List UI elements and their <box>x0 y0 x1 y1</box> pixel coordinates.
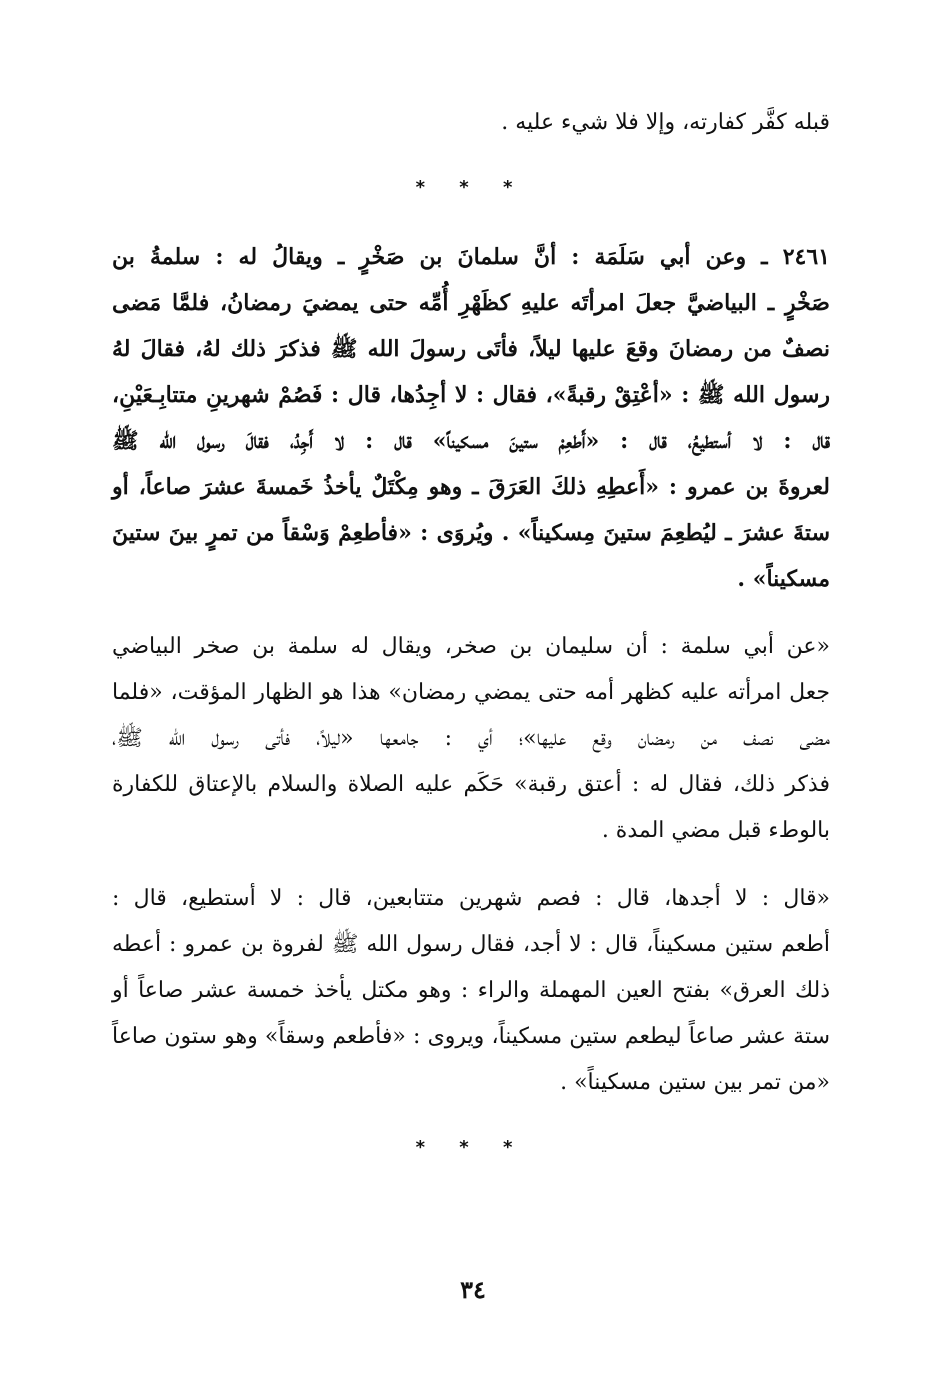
commentary-paragraph-2 <box>112 876 830 1106</box>
text-line: نصفٌ من رمضانَ وقعَ عليها ليلاً، فأتَى رسولَ الله ﷺ فذكرَ ذلك لهُ، فقالَ لهُ <box>112 336 830 362</box>
text-line: قبله كفَّر كفارته، وإلا فلا شيء عليه . <box>501 110 830 135</box>
text-line: ستةَ عشرَ ـ ليُطعِمَ ستينَ مِسكيناً» . ويُروَى : «فأطعِمْ وَسْقاً من تمرٍ بينَ ستينَ <box>112 520 830 546</box>
text-line: مسكيناً» . <box>737 566 830 592</box>
intro-paragraph <box>112 100 830 146</box>
section-separator: * * * <box>415 1137 527 1158</box>
page-number: ٣٤ <box>460 1275 486 1304</box>
text-line: فذكر ذلك، فقال له : أعتق رقبة» حَكَم عليه الصلاة والسلام بالإعتاق للكفارة <box>112 772 830 797</box>
text-line: قال : لا أستطيعُ، قال : «أَطعِمْ ستينَ مسكيناً» قال : لا أَجِدُ، فقالَ رسول الله ﷺ <box>112 428 830 454</box>
text-line: أطعم ستين مسكيناً، قال : لا أجد، فقال رسول الله ﷺ لفروة بن عمرو : أعطه <box>112 932 830 957</box>
hadith-paragraph <box>112 234 830 602</box>
text-line: رسول الله ﷺ : «أعْتِقْ رقبةً»، فقال : لا أجِدُها، قال : فَصُمْ شهرينِ متتابِـعَيْنِ، <box>112 382 830 408</box>
text-line: صَخْرٍ ـ البياضيَّ جعلَ امرأتَه عليهِ كظَهْرِ أُمِّه حتى يمضيَ رمضانُ، فلمَّا مَضى <box>112 290 830 316</box>
text-line: «من تمر بين ستين مسكيناً» . <box>560 1070 830 1095</box>
page-body <box>112 100 830 1168</box>
section-separator: * * * <box>415 177 527 198</box>
text-line: لعروةَ بن عمرو : «أَعطِهِ ذلكَ العَرَقَ ـ وهو مِكْتَلٌ يأخذُ خَمسةَ عشرَ صاعاً، أو <box>112 474 830 500</box>
text-line: ٢٤٦١ ـ وعن أبي سَلَمَة : أنَّ سلمانَ بن صَخْرٍ ـ ويقالُ له : سلمةُ بن <box>112 244 830 270</box>
text-line: «قال : لا أجدها، قال : فصم شهرين متتابعين، قال : لا أستطيع، قال : <box>112 886 830 911</box>
text-line: جعل امرأته عليه كظهر أمه حتى يمضي رمضان» هذا هو الظهار المؤقت، «فلما <box>112 680 830 705</box>
text-line: ذلك العرق» بفتح العين المهملة والراء : وهو مكتل يأخذ خمسة عشر صاعاً أو <box>112 978 830 1003</box>
text-line: ستة عشر صاعاً ليطعم ستين مسكيناً، ويروى : «فأطعم وسقاً» وهو ستون صاعاً <box>112 1024 830 1049</box>
text-line: مضى نصف من رمضان وقع عليها»؛ أي : جامعها «ليلاً، فأتى رسول الله ﷺ، <box>112 726 830 751</box>
text-line: بالوطء قبل مضي المدة . <box>601 818 830 843</box>
commentary-paragraph-1 <box>112 624 830 854</box>
text-line: «عن أبي سلمة : أن سليمان بن صخر، ويقال له سلمة بن صخر البياضي <box>112 634 830 659</box>
